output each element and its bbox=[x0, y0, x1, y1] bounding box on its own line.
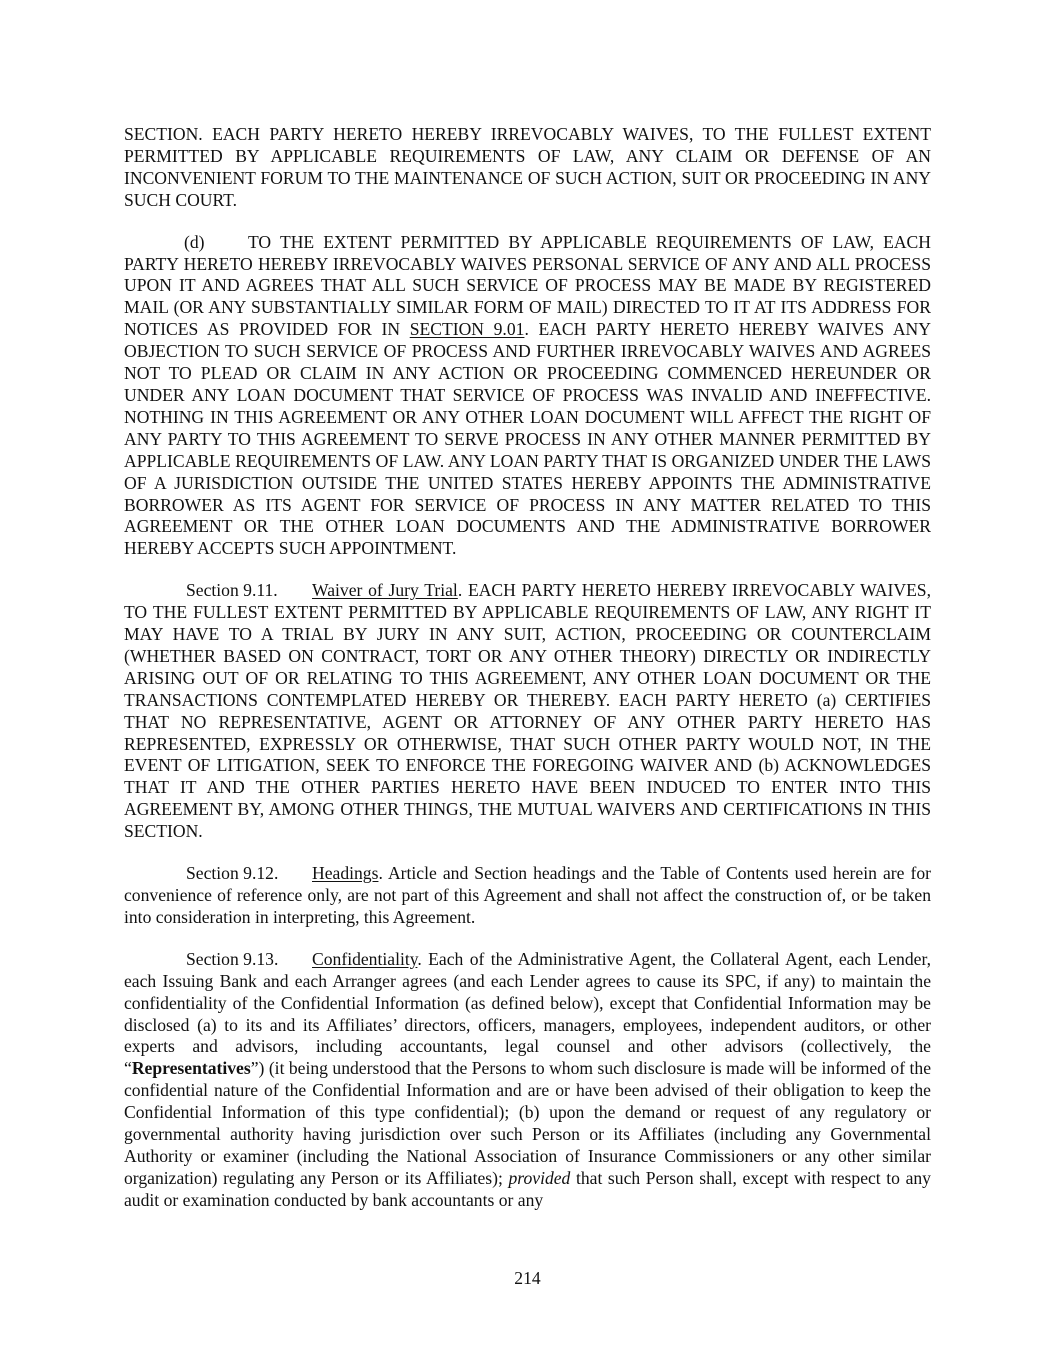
section-9-13-body-1: . Each of the Administrative Agent, the Collateral Agent, each Lender, each Issuing Bank and each Arranger agrees (and each Lender agrees to cause its SPC, if any) to maintain the confidentiality of the Confidential Information (as defined below), except that Confidential Information may be disclosed (a) to its and its Affiliates’ directors, officers, managers, employees, independent auditors, or other experts and advisors, including accountants, legal counsel and other advisors (collectively, the “ bbox=[124, 948, 931, 1079]
section-9-13-heading: Confidentiality bbox=[312, 948, 418, 969]
section-9-11-number: Section 9.11. bbox=[186, 580, 278, 601]
clause-d-label: (d) bbox=[184, 231, 205, 252]
paragraph-gap bbox=[124, 560, 931, 580]
section-9-12-number: Section 9.12. bbox=[186, 863, 279, 884]
section-9-13-number: Section 9.13. bbox=[186, 948, 279, 969]
document-page bbox=[124, 124, 931, 1212]
section-9-13-body-3: that such Person shall, except with respect to any audit or examination conducted by bank accountants or any bbox=[124, 1167, 931, 1210]
clause-d-paragraph bbox=[124, 232, 931, 561]
clause-d-text-1: TO THE EXTENT PERMITTED BY APPLICABLE REQUIREMENTS OF LAW, EACH PARTY HERETO HEREBY IRREVOCABLY WAIVES PERSONAL SERVICE OF ANY AND ALL PROCESS UPON IT AND AGREES THAT ALL SUCH SERVICE OF PROCESS MAY BE MADE BY REGISTERED MAIL (OR ANY SUBSTANTIALLY SIMILAR FORM OF MAIL) DIRECTED TO IT AT ITS ADDRESS FOR NOTICES AS PROVIDED FOR IN bbox=[124, 231, 931, 340]
section-9-12-heading: Headings bbox=[312, 863, 379, 884]
paragraph-gap bbox=[124, 929, 931, 949]
paragraph-gap bbox=[124, 843, 931, 863]
section-9-11-paragraph bbox=[124, 580, 931, 843]
section-9-13-body-2: ”) (it being understood that the Persons to whom such disclosure is made will be informed of the confidential nature of the Confidential Information and are or have been advised of their obligation to keep the Confidential Information of this type confidential); (b) upon the demand or request of any regulatory or governmental authority having jurisdiction over such Person or its Affiliates (including any Governmental Authority or examiner (including the National Association of Insurance Commissioners or any other similar organization) regulating any Person or its Affiliates); bbox=[124, 1058, 931, 1188]
provided-italic: provided bbox=[508, 1167, 571, 1188]
section-9-12-paragraph bbox=[124, 863, 931, 929]
section-9-11-body: . EACH PARTY HERETO HEREBY IRREVOCABLY WAIVES, TO THE FULLEST EXTENT PERMITTED BY APPLICABLE REQUIREMENTS OF LAW, ANY RIGHT IT MAY HAVE TO A TRIAL BY JURY IN ANY SUIT, ACTION, PROCEEDING OR COUNTERCLAIM (WHETHER BASED ON CONTRACT, TORT OR ANY OTHER THEORY) DIRECTLY OR INDIRECTLY ARISING OUT OF OR RELATING TO THIS AGREEMENT, ANY OTHER LOAN DOCUMENT OR THE TRANSACTIONS CONTEMPLATED HEREBY OR THEREBY. EACH PARTY HERETO (a) CERTIFIES THAT NO REPRESENTATIVE, AGENT OR ATTORNEY OF ANY OTHER PARTY HERETO HAS REPRESENTED, EXPRESSLY OR OTHERWISE, THAT SUCH OTHER PARTY WOULD NOT, IN THE EVENT OF LITIGATION, SEEK TO ENFORCE THE FOREGOING WAIVER AND (b) ACKNOWLEDGES THAT IT AND THE OTHER PARTIES HERETO HAVE BEEN INDUCED TO ENTER INTO THIS AGREEMENT BY, AMONG OTHER THINGS, THE MUTUAL WAIVERS AND CERTIFICATIONS IN THIS SECTION. bbox=[124, 580, 931, 842]
carryover-paragraph: SECTION. EACH PARTY HERETO HEREBY IRREVOCABLY WAIVES, TO THE FULLEST EXTENT PERMITTED BY APPLICABLE REQUIREMENTS OF LAW, ANY CLAIM OR DEFENSE OF AN INCONVENIENT FORUM TO THE MAINTENANCE OF SUCH ACTION, SUIT OR PROCEEDING IN ANY SUCH COURT. bbox=[124, 124, 931, 210]
section-9-01-reference: SECTION 9.01 bbox=[409, 319, 525, 340]
paragraph-gap bbox=[124, 212, 931, 232]
clause-d-text-2: . EACH PARTY HERETO HEREBY WAIVES ANY OBJECTION TO SUCH SERVICE OF PROCESS AND FURTHER IRREVOCABLY WAIVES AND AGREES NOT TO PLEAD OR CLAIM IN ANY ACTION OR PROCEEDING COMMENCED HEREUNDER OR UNDER ANY LOAN DOCUMENT THAT SERVICE OF PROCESS WAS INVALID AND INEFFECTIVE. NOTHING IN THIS AGREEMENT OR ANY OTHER LOAN DOCUMENT WILL AFFECT THE RIGHT OF ANY PARTY TO THIS AGREEMENT TO SERVE PROCESS IN ANY OTHER MANNER PERMITTED BY APPLICABLE REQUIREMENTS OF LAW. ANY LOAN PARTY THAT IS ORGANIZED UNDER THE LAWS OF A JURISDICTION OUTSIDE THE UNITED STATES HEREBY APPOINTS THE ADMINISTRATIVE BORROWER AS ITS AGENT FOR SERVICE OF PROCESS IN ANY MATTER RELATED TO THIS AGREEMENT OR THE OTHER LOAN DOCUMENTS AND THE ADMINISTRATIVE BORROWER HEREBY ACCEPTS SUCH APPOINTMENT. bbox=[124, 319, 931, 559]
representatives-defined-term: Representatives bbox=[131, 1058, 251, 1079]
section-9-11-heading: Waiver of Jury Trial bbox=[312, 580, 458, 601]
page-number: 214 bbox=[514, 1268, 541, 1288]
section-9-13-paragraph bbox=[124, 949, 931, 1212]
section-9-12-body: . Article and Section headings and the Table of Contents used herein are for convenience of reference only, are not part of this Agreement and shall not affect the construction of, or be taken into consideration in interpreting, this Agreement. bbox=[124, 863, 931, 927]
